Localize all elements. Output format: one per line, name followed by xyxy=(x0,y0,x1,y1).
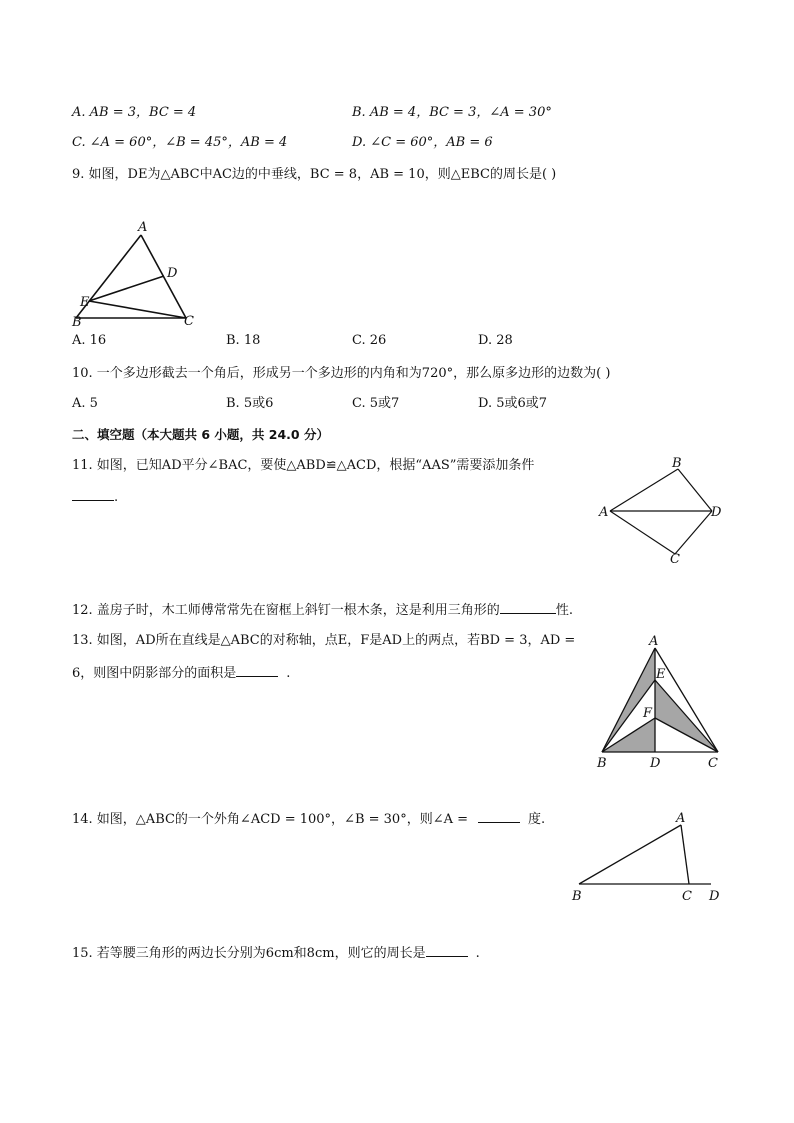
q14-line xyxy=(72,810,545,829)
q11-label-a: A xyxy=(599,505,609,520)
q15-line xyxy=(72,944,480,963)
q8-option-a: A. AB = 3，BC = 4 xyxy=(72,105,197,120)
q11-tail: . xyxy=(114,490,119,505)
q13-label-b: B xyxy=(597,756,607,771)
q8-option-b: B. AB = 4，BC = 3，∠A = 30° xyxy=(352,105,552,120)
q12-text-before: 12. 盖房子时，木工师傅常常先在窗框上斜钉一根木条，这是利用三角形的 xyxy=(72,603,500,618)
q13-shaded-regions xyxy=(602,648,718,752)
q14-text-after: 度. xyxy=(528,812,546,827)
q10-option-c: C. 5或7 xyxy=(352,396,400,411)
q13-label-e: E xyxy=(656,667,666,682)
q10-option-b: B. 5或6 xyxy=(226,396,274,411)
q9-option-b: B. 18 xyxy=(226,333,261,348)
q14-label-d: D xyxy=(709,889,720,904)
q13-tail: . xyxy=(286,666,291,681)
q11-stem: 11. 如图，已知AD平分∠BAC，要使△ABD≌△ACD，根据“AAS”需要添加条件 xyxy=(72,458,535,473)
q14-label-c: C xyxy=(682,889,692,904)
q9-label-d: D xyxy=(167,266,178,281)
section-2-heading: 二、填空题（本大题共 6 小题，共 24.0 分） xyxy=(72,427,329,442)
q9-stem: 9. 如图，DE为△ABC中AC边的中垂线，BC = 8，AB = 10，则△EBC的周长是( ) xyxy=(72,167,557,182)
q8-option-c: C. ∠A = 60°，∠B = 45°，AB = 4 xyxy=(72,135,288,150)
q14-label-a: A xyxy=(676,811,686,826)
q9-option-d: D. 28 xyxy=(478,333,513,348)
q10-option-d: D. 5或6或7 xyxy=(478,396,548,411)
q14-blank[interactable] xyxy=(478,810,520,823)
q15-text: 15. 若等腰三角形的两边长分别为6cm和8cm，则它的周长是 xyxy=(72,946,426,961)
q12-text-after: 性. xyxy=(555,603,573,618)
q11-label-c: C xyxy=(670,552,680,567)
q13-line2-text: 6，则图中阴影部分的面积是 xyxy=(72,666,237,681)
q11-label-d: D xyxy=(711,505,722,520)
q10-option-a: A. 5 xyxy=(72,396,98,411)
q15-blank[interactable] xyxy=(426,944,468,957)
q14-text-before: 14. 如图，△ABC的一个外角∠ACD = 100°，∠B = 30°，则∠A = xyxy=(72,812,469,827)
q13-label-d: D xyxy=(650,756,661,771)
q13-label-a: A xyxy=(649,634,659,649)
q9-label-b: B xyxy=(72,315,82,330)
q14-figure xyxy=(570,812,730,902)
q13-line1: 13. 如图，AD所在直线是△ABC的对称轴，点E，F是AD上的两点，若BD = 3，AD = xyxy=(72,633,576,648)
q9-option-c: C. 26 xyxy=(352,333,387,348)
q11-blank[interactable] xyxy=(72,488,114,501)
q10-stem: 10. 一个多边形截去一个角后，形成另一个多边形的内角和为720°，那么原多边形的边数为( ) xyxy=(72,366,611,381)
q11-figure xyxy=(598,456,728,566)
q9-label-e: E xyxy=(80,295,90,310)
q12-line xyxy=(72,601,573,620)
q9-label-a: A xyxy=(138,220,148,235)
q9-option-a: A. 16 xyxy=(72,333,107,348)
q11-answer-line xyxy=(72,488,118,507)
q13-blank[interactable] xyxy=(236,664,278,677)
q13-label-f: F xyxy=(643,706,653,721)
q13-line2 xyxy=(72,664,290,683)
q13-label-c: C xyxy=(708,756,718,771)
q12-blank[interactable] xyxy=(500,601,556,614)
q14-label-b: B xyxy=(572,889,582,904)
q15-tail: . xyxy=(475,946,480,961)
q9-figure xyxy=(70,215,210,330)
q13-figure xyxy=(592,632,732,772)
q8-option-d: D. ∠C = 60°，AB = 6 xyxy=(352,135,493,150)
q9-label-c: C xyxy=(184,314,194,329)
q11-label-b: B xyxy=(672,456,682,471)
